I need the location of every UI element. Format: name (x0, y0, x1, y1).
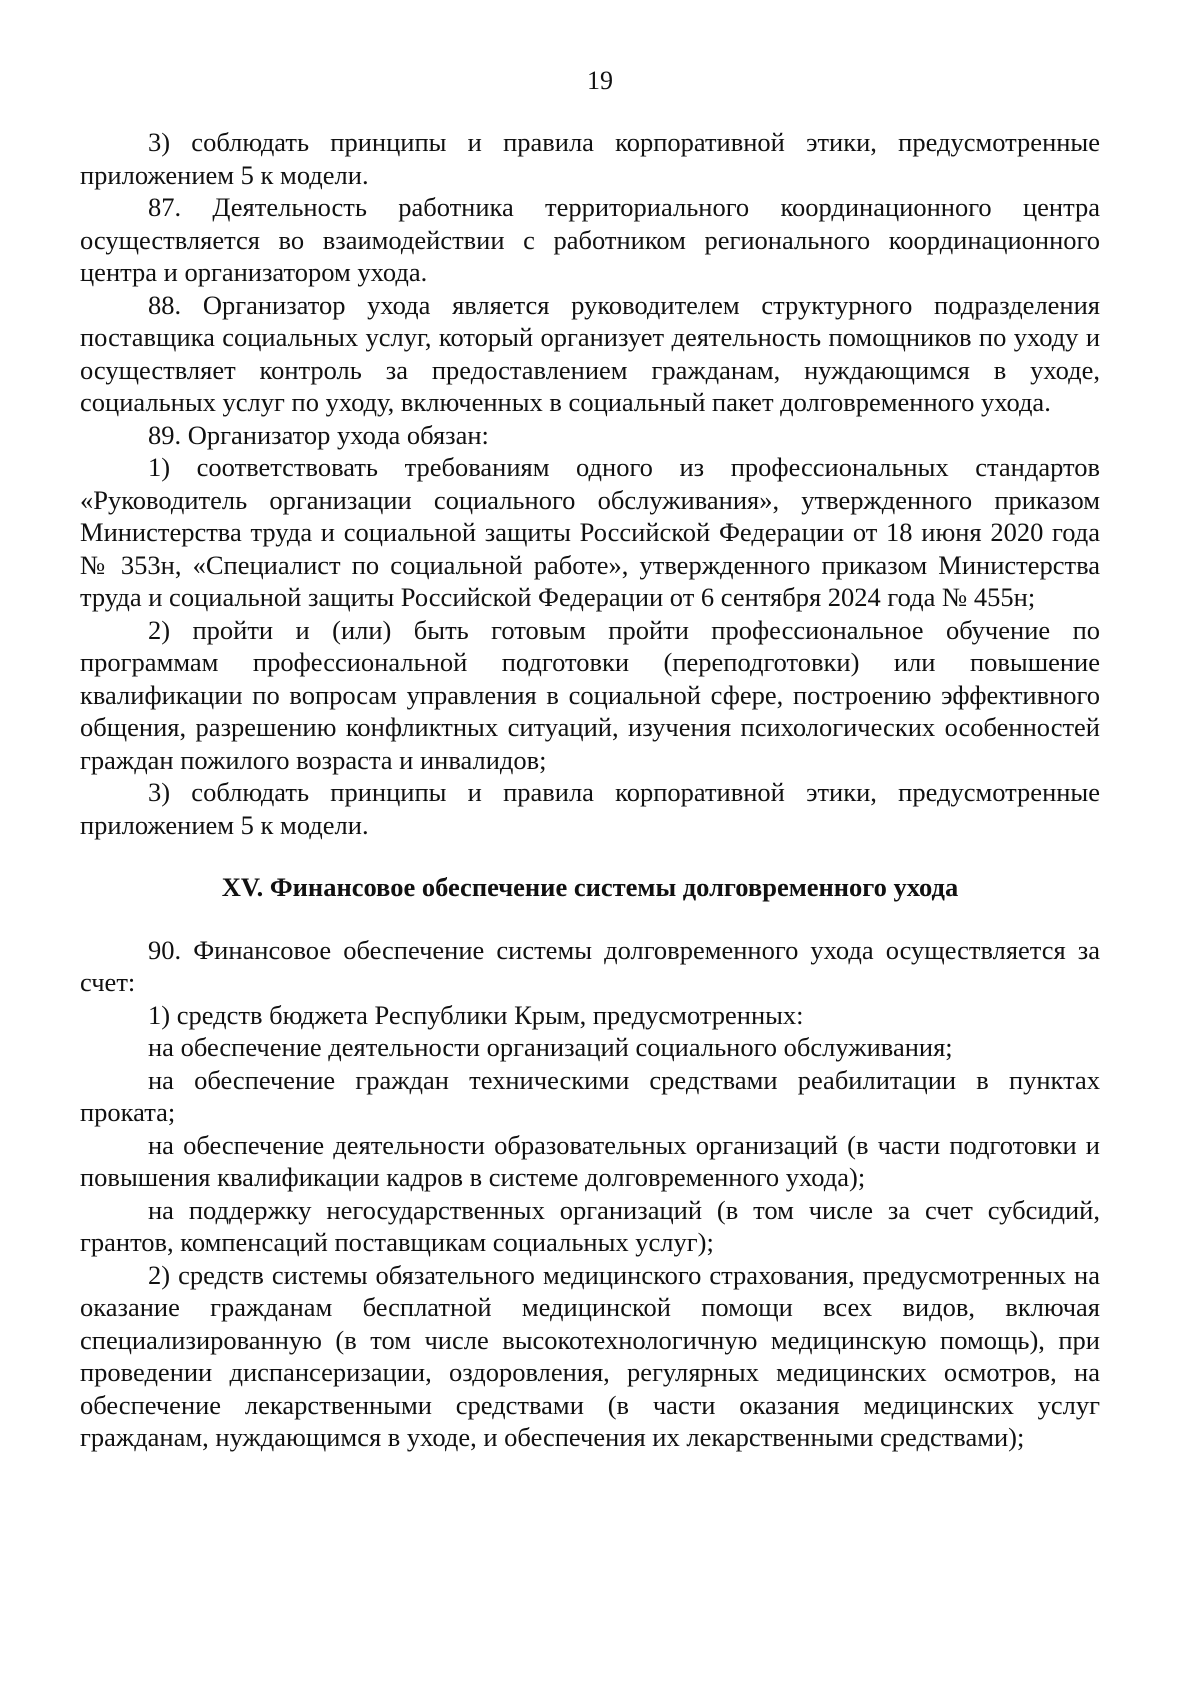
paragraph-87: 87. Деятельность работника территориального координационного центра осуществляется во взаимодействии с работником регионального координационного центра и организатором ухода. (80, 192, 1100, 287)
page-number: 19 (587, 66, 613, 95)
paragraph-90-item-1-sub-4: на поддержку негосударственных организаций (в том числе за счет субсидий, грантов, компенсаций поставщикам социальных услуг); (80, 1194, 1100, 1257)
paragraph-90-item-1: 1) средств бюджета Республики Крым, предусмотренных: (148, 999, 804, 1030)
paragraph-86-item-3: 3) соблюдать принципы и правила корпоративной этики, предусмотренные приложением 5 к модели. (80, 127, 1100, 190)
paragraph-89-item-2: 2) пройти и (или) быть готовым пройти профессиональное обучение по программам профессиональной подготовки (переподготовки) или повышение квалификации по вопросам управления в социальной сфере, построению эффективного общения, разрешению конфликтных ситуаций, изучения психологических особенностей граждан пожилого возраста и инвалидов; (80, 614, 1100, 775)
paragraph-90-item-2: 2) средств системы обязательного медицинского страхования, предусмотренных на оказание гражданам бесплатной медицинской помощи всех видов, включая специализированную (в том числе высокотехнологичную медицинскую помощь), при проведении диспансеризации, оздоровления, регулярных медицинских осмотров, на обеспечение лекарственными средствами (в части оказания медицинских услуг гражданам, нуждающимся в уходе, и обеспечения их лекарственными средствами); (80, 1259, 1100, 1452)
paragraph-90: 90. Финансовое обеспечение системы долговременного ухода осуществляется за счет: (80, 934, 1100, 997)
paragraph-89-item-3: 3) соблюдать принципы и правила корпоративной этики, предусмотренные приложением 5 к модели. (80, 777, 1100, 840)
paragraph-90-item-1-sub-2: на обеспечение граждан техническими средствами реабилитации в пунктах проката; (80, 1064, 1100, 1127)
paragraph-90-item-1-sub-1: на обеспечение деятельности организаций социального обслуживания; (148, 1032, 953, 1062)
paragraph-88: 88. Организатор ухода является руководителем структурного подразделения поставщика социальных услуг, который организует деятельность помощников по уходу и осуществляет контроль за предоставлением гражданам, нуждающимся в уходе, социальных услуг по уходу, включенных в социальный пакет долговременного ухода. (80, 289, 1100, 417)
paragraph-89-item-1: 1) соответствовать требованиям одного из профессиональных стандартов «Руководитель организации социального обслуживания», утвержденного приказом Министерства труда и социальной защиты Российской Федерации от 18 июня 2020 года № 353н, «Специалист по социальной работе», утвержденного приказом Министерства труда и социальной защиты Российской Федерации от 6 сентября 2024 года № 455н; (80, 452, 1100, 612)
paragraph-89: 89. Организатор ухода обязан: (148, 419, 489, 450)
section-heading: XV. Финансовое обеспечение системы долговременного ухода (221, 872, 959, 902)
paragraph-90-item-1-sub-3: на обеспечение деятельности образовательных организаций (в части подготовки и повышения квалификации кадров в системе долговременного ухода); (80, 1129, 1100, 1192)
document-body (80, 126, 1100, 1454)
